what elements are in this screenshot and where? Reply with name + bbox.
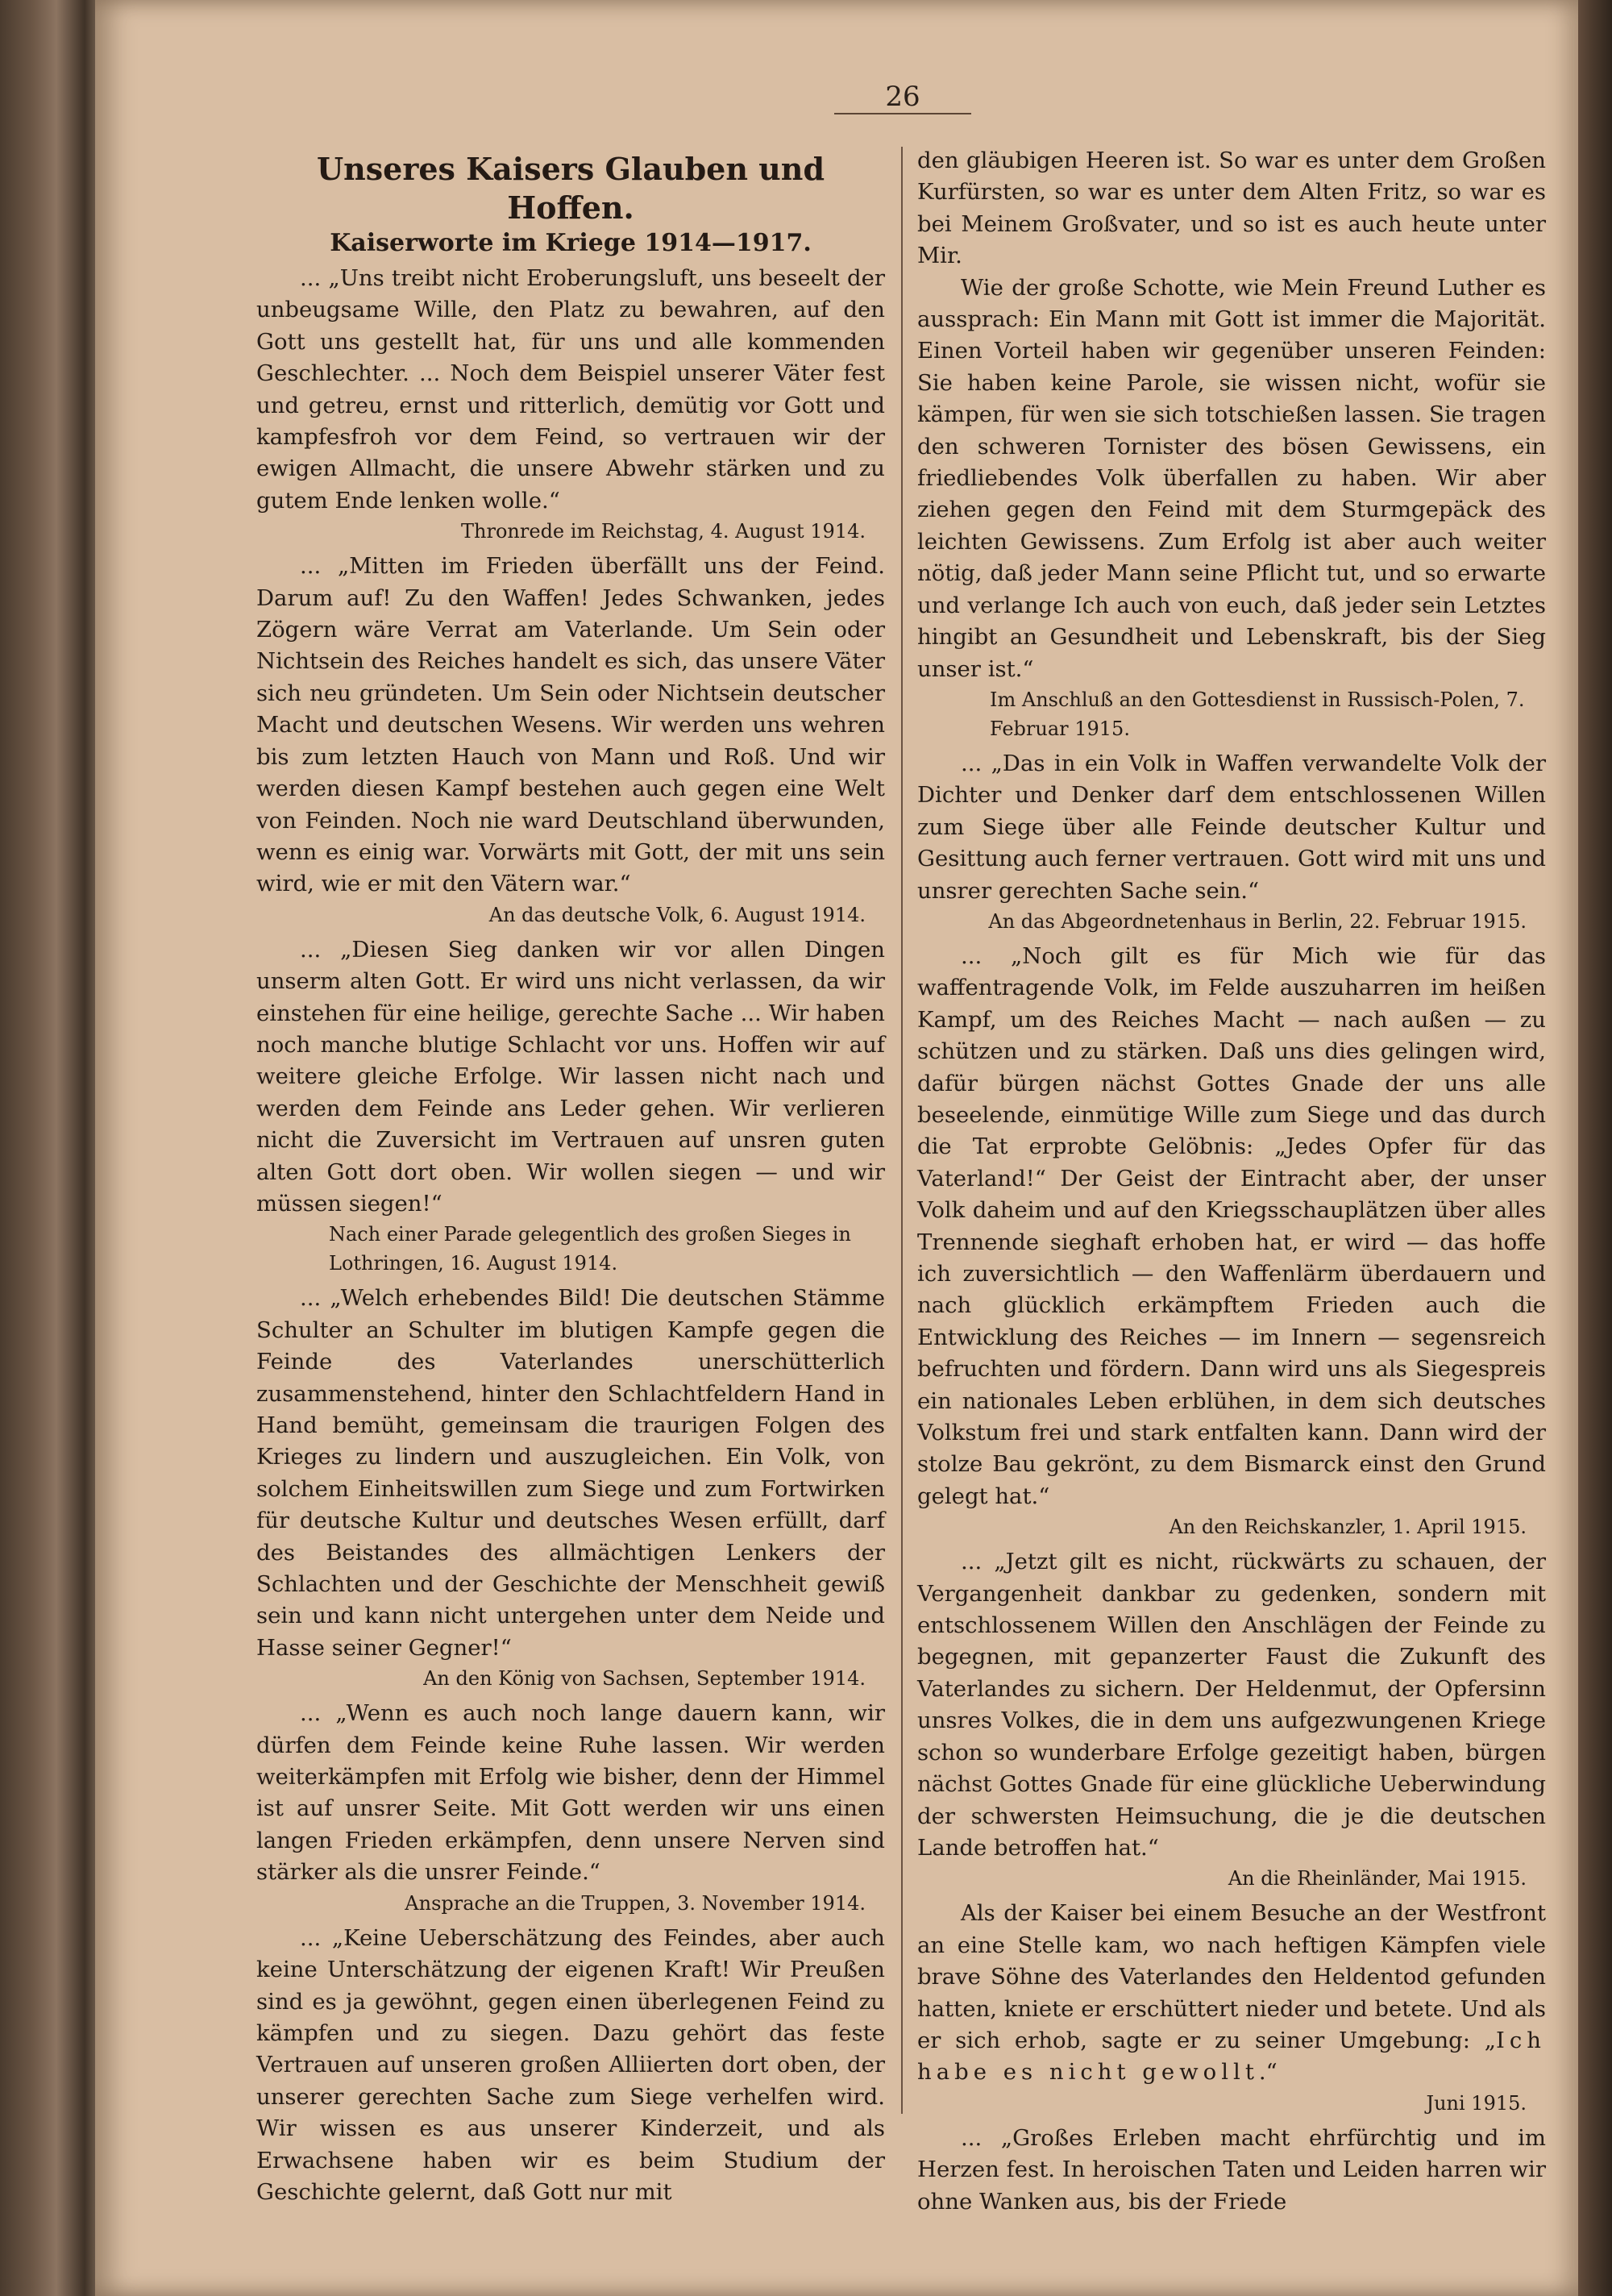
quote-source: An das deutsche Volk, 6. August 1914. — [488, 903, 866, 926]
quote-text: ... „Welch erhebendes Bild! Die deutschen Stämme Schulter an Schulter im blutigen Kampfe gegen die Feinde des Vaterlandes unerschütterlich zusammenstehend, hinter den Schlachtfeldern Hand in Hand bemüht, gemeinsam die traurigen Folgen des Krieges zu lindern und auszugleichen. Ein Volk, von solchem Einheitswillen zum Siege und zum Fortwirken für deutsche Kultur und deutsches Wesen erfüllt, darf des Beistandes des allmächtigen Lenkers der Schlachten und der Geschichte der Menschheit gewiß sein und kann nicht untergehen unter dem Neide und Hasse seiner Gegner!“ — [256, 1285, 885, 1661]
quote-text: ... „Das in ein Volk in Waffen verwandelte Volk der Dichter und Denker darf dem entschlossenen Willen zum Siege über alle Feinde deutscher Kultur und Gesittung auch ferner vertrauen. Gott wird mit uns und unsrer gerechten Sache sein.“ — [917, 750, 1546, 904]
quote-source: Thronrede im Reichstag, 4. August 1914. — [461, 520, 866, 543]
quote-source: Ansprache an die Truppen, 3. November 1914. — [405, 1891, 866, 1915]
quote-text: ... „Mitten im Frieden überfällt uns der Feind. Darum auf! Zu den Waffen! Jedes Schwanken, jedes Zögern wäre Verrat am Vaterlande. Um Sein oder Nichtsein des Reiches handelt es sich, das unsere Väter sich neu gründeten. Um Sein oder Nichtsein deutscher Macht und deutschen Wesens. Wir werden uns wehren bis zum letzten Hauch von Mann und Roß. Und wir werden diesen Kampf bestehen auch gegen eine Welt von Feinden. Noch nie ward Deutschland überwunden, wenn es einig war. Vorwärts mit Gott, der mit uns sein wird, wie er mit den Vätern war.“ — [256, 553, 885, 897]
quote-text: ... „Großes Erleben macht ehrfürchtig und im Herzen fest. In heroischen Taten und Leiden harren wir ohne Wanken aus, bis der Friede — [917, 2124, 1546, 2215]
quote-text: ... „Noch gilt es für Mich wie für das waffentragende Volk, im Felde auszuharren im heißen Kampf, um des Reiches Macht — nach außen — zu schützen und zu stärken. Daß uns dies gelingen wird, dafür bürgen nächst Gottes Gnade der uns alle beseelende, einmütige Wille zum Siege und das durch die Tat erprobte Gelöbnis: „Jedes Opfer für das Vaterland!“ Der Geist der Eintracht aber, der unser Volk daheim und auf den Kriegsschauplätzen über alles Trennende sieghaft erhoben hat, er wird — das hoffe ich zuversichtlich — den Waffenlärm überdauern und nach glücklich erkämpftem Frieden auch die Entwicklung des Reiches — im Innern — segensreich befruchten und fördern. Dann wird uns als Siegespreis ein nationales Leben erblühen, in dem sich deutsches Volkstum frei und stark entfalten kann. Dann wird der stolze Bau gekrönt, zu dem Bismarck einst den Grund gelegt hat.“ — [917, 942, 1546, 1509]
right-column — [917, 145, 1546, 2218]
quote-source: Juni 1915. — [1426, 2091, 1527, 2115]
quote-text: ... „Wenn es auch noch lange dauern kann, wir dürfen dem Feinde keine Ruhe lassen. Wir werden weiterkämpfen mit Erfolg wie bisher, denn der Himmel ist auf unsrer Seite. Mit Gott werden wir uns einen langen Frieden erkämpfen, denn unsere Nerven sind stärker als die unsrer Feinde.“ — [256, 1700, 885, 1886]
quote-source: Im Anschluß an den Gottesdienst in Russisch-Polen, 7. Februar 1915. — [990, 688, 1525, 740]
article-title: Unseres Kaisers Glauben und Hoffen. — [316, 151, 825, 226]
page-number: 26 — [885, 81, 920, 113]
narrative-text: Als der Kaiser bei einem Besuche an der Westfront an eine Stelle kam, wo nach heftigen Kämpfen viele brave Söhne des Vaterlandes den Heldentod gefunden hatten, kniete er erschüttert nieder und betete. Und als er sich erhob, sagte er zu seiner Umgebung: „ — [917, 1900, 1546, 2053]
narrative-close: .“ — [1258, 2059, 1278, 2086]
quote-text: Wie der große Schotte, wie Mein Freund Luther es aussprach: Ein Mann mit Gott ist immer die Majorität. Einen Vorteil haben wir gegenüber unseren Feinden: Sie haben keine Parole, sie wissen nicht, wofür sie kämpen, für wen sie sich totschießen lassen. Sie tragen den schweren Tornister des bösen Gewissens, ein friedliebendes Volk überfallen zu haben. Wir aber ziehen gegen den Feind mit dem Sturmgepäck des leichten Gewissens. Zum Erfolg ist aber auch weiter nötig, daß jeder Mann seine Pflicht tut, und so erwarte und verlange Ich auch von euch, daß jeder sein Letztes hingibt an Gesundheit und Lebenskraft, bis der Sieg unser ist.“ — [917, 274, 1546, 682]
column-divider — [901, 147, 903, 2114]
quote-text: ... „Keine Ueberschätzung des Feindes, aber auch keine Unterschätzung der eigenen Kraft! Wir Preußen sind es ja gewöhnt, gegen einen überlegenen Feind zu kämpfen und zu siegen. Dazu gehört das feste Vertrauen auf unseren großen Alliierten dort oben, der unserer gerechten Sache zum Siege verhelfen wird. Wir wissen es aus unserer Kinderzeit, und als Erwachsene haben wir es beim Studium der Geschichte gelernt, daß Gott nur mit — [256, 1924, 885, 2205]
left-column — [256, 145, 885, 2208]
quote-source: An das Abgeordnetenhaus in Berlin, 22. Februar 1915. — [988, 909, 1527, 933]
narrative-spaced-quote: Ich habe es nicht gewollt — [917, 2027, 1546, 2086]
quote-text: ... „Jetzt gilt es nicht, rückwärts zu schauen, der Vergangenheit dankbar zu gedenken, sondern mit entschlossenem Willen den Anschlägen der Feinde zu begegnen, mit gepanzerter Faust die Zukunft des Vaterlandes zu sichern. Der Heldenmut, der Opfersinn unsres Volkes, die in dem uns aufgezwungenen Kriege schon so wunderbare Erfolge gezeitigt haben, bürgen nächst Gottes Gnade für eine glückliche Ueberwindung der schwersten Heimsuchung, die je die deutschen Lande betroffen hat.“ — [917, 1549, 1546, 1861]
quote-source: An die Rheinländer, Mai 1915. — [1228, 1867, 1527, 1890]
article-subtitle: Kaiserworte im Kriege 1914—1917. — [330, 229, 812, 257]
quote-source: An den König von Sachsen, September 1914. — [423, 1667, 866, 1691]
quote-source: Nach einer Parade gelegentlich des großen Sieges in Lothringen, 16. August 1914. — [329, 1223, 851, 1275]
quote-continuation: den gläubigen Heeren ist. So war es unter dem Großen Kurfürsten, so war es unter dem Alten Fritz, so war es bei Meinem Großvater, und so ist es auch heute unter Mir. — [917, 148, 1546, 269]
quote-text: ... „Diesen Sieg danken wir vor allen Dingen unserm alten Gott. Er wird uns nicht verlassen, da wir einstehen für eine heilige, gerechte Sache ... Wir haben noch manche blutige Schlacht vor uns. Hoffen wir auf weitere gleiche Erfolge. Wir lassen nicht nach und werden dem Feinde ans Leder gehen. Wir verlieren nicht die Zuversicht im Vertrauen auf unsren guten alten Gott dort oben. Wir wollen siegen — und wir müssen siegen!“ — [256, 936, 885, 1217]
narrative-paragraph — [917, 1898, 1546, 2088]
header-rule — [834, 113, 971, 114]
quote-text: ... „Uns treibt nicht Eroberungsluft, uns beseelt der unbeugsame Wille, den Platz zu bewahren, auf den Gott uns gestellt hat, für uns und alle kommenden Geschlechter. ... Noch dem Beispiel unserer Väter fest und getreu, ernst und ritterlich, demütig vor Gott und kampfesfroh vor dem Feind, so vertrauen wir der ewigen Allmacht, die unsere Abwehr stärken und zu gutem Ende lenken wolle.“ — [256, 265, 885, 514]
quote-source: An den Reichskanzler, 1. April 1915. — [1169, 1516, 1527, 1539]
